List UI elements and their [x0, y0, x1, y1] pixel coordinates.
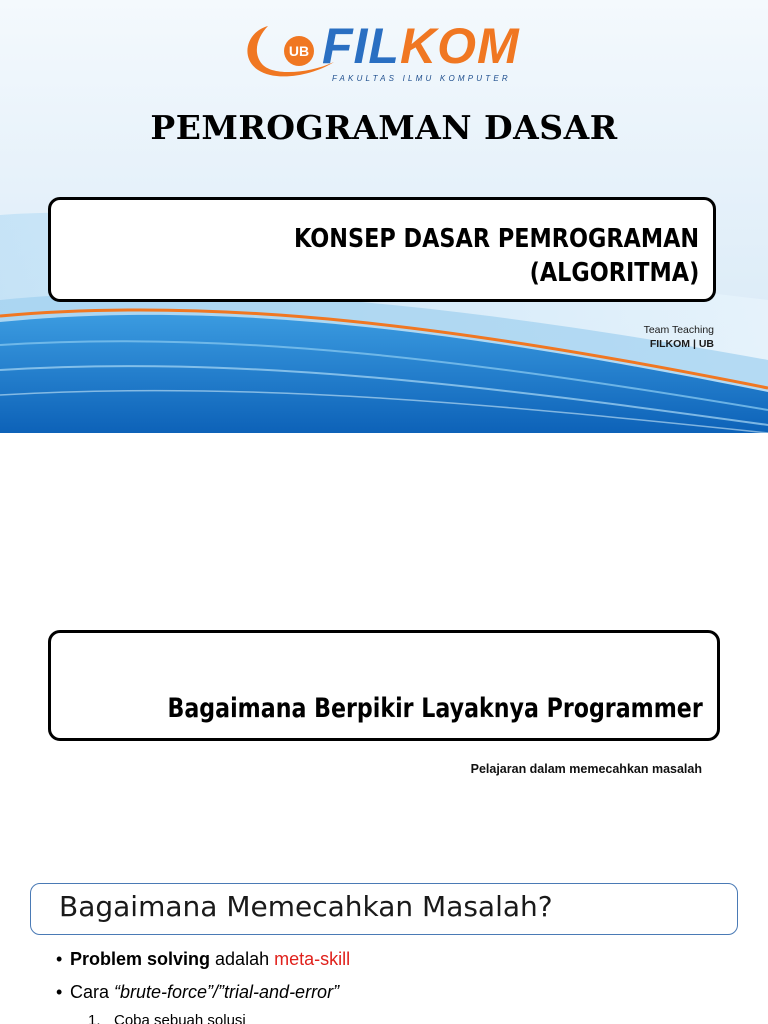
deck-title: PEMROGRAMAN DASAR — [150, 108, 618, 147]
bullet-italic-text: “brute-force”/”trial-and-error” — [114, 982, 340, 1002]
bullet-marker: • — [56, 982, 63, 1002]
title-slide — [0, 0, 768, 433]
filkom-logo — [238, 18, 538, 88]
lecture-title-line1: KONSEP DASAR PEMROGRAMAN — [293, 224, 699, 254]
numbered-item — [88, 1012, 246, 1024]
numbered-text: Coba sebuah solusi — [114, 1012, 246, 1024]
lecture-title-line2: (ALGORITMA) — [529, 258, 699, 288]
bullet-item — [56, 949, 350, 970]
bullet-marker: • — [56, 949, 63, 969]
logo-wordmark — [322, 18, 520, 74]
bullet-highlight-text: meta-skill — [274, 949, 351, 969]
bullet-plain-text: Cara — [70, 982, 115, 1002]
numbered-marker: 1. — [88, 1012, 101, 1024]
logo-wordmark-kom: KOM — [399, 18, 520, 74]
bullet-plain-text: adalah — [210, 949, 275, 969]
team-label: Team Teaching — [643, 324, 714, 336]
section-slide — [0, 433, 768, 863]
section-title-box — [48, 630, 720, 741]
section-title: Bagaimana Berpikir Layaknya Programmer — [167, 693, 703, 724]
slide-heading: Bagaimana Memecahkan Masalah? — [59, 890, 553, 923]
author-credit — [644, 323, 714, 351]
section-subtitle: Pelajaran dalam memecahkan masalah — [470, 762, 702, 776]
logo-wordmark-fil: FIL — [322, 18, 400, 74]
lecture-title-box — [48, 197, 716, 302]
ub-badge: UB — [284, 36, 314, 66]
logo-tagline: FAKULTAS ILMU KOMPUTER — [332, 74, 511, 83]
content-slide — [0, 863, 768, 1024]
slide-heading-box — [30, 883, 738, 935]
bullet-item — [56, 982, 339, 1003]
bullet-bold-text: Problem solving — [70, 949, 211, 969]
team-affiliation: FILKOM | UB — [649, 338, 714, 350]
